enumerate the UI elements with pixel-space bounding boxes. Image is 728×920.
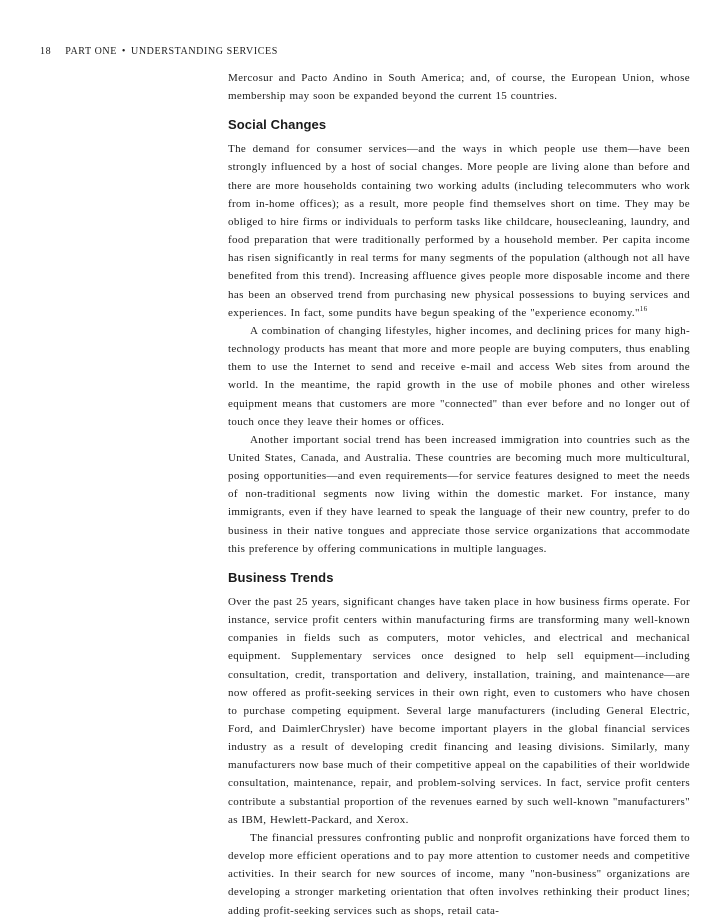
social-changes-paragraph-1-text: The demand for consumer services—and the ways in which people use them—have been strongly influenced by a host of social changes. More people are living alone than before and there are more households containing two working adults (including telecommuters who work from in-home offices); as a result, more people find themselves short on time. They may be obliged to hire firms or individuals to perform tasks like childcare, housecleaning, laundry, and food preparation that were traditionally performed by a household member. Per capita income has risen significantly in real terms for many segments of the population (although not all have benefited from this trend). Increasing affluence gives people more disposable income and there has been an observed trend from purchasing new physical possessions to buying services and experiences. In fact, some pundits have begun speaking of the "experience economy." (228, 143, 690, 319)
intro-paragraph: Mercosur and Pacto Andino in South America; and, of course, the European Union, whose membership may soon be expanded beyond the current 15 countries. (228, 72, 690, 103)
business-trends-paragraph-2: The financial pressures confronting public and nonprofit organizations have forced them to develop more efficient operations and to pay more attention to customer needs and competitive activities. In their search for new sources of income, many "non-business" organizations are developing a stronger marketing orientation that often involves rethinking their product lines; adding profit-seeking services such as shops, retail cata- (228, 831, 690, 917)
social-changes-paragraph-3: Another important social trend has been increased immigration into countries such as the United States, Canada, and Australia. These countries are becoming much more multicultural, posing opportunities—and even requirements—for service features designed to meet the needs of non-traditional segments now living within the domestic market. For instance, many immigrants, even if they have learned to speak the language of their new country, prefer to do business in their native tongues and appreciate those service organizations that accommodate this preference by offering communications in multiple languages. (228, 433, 690, 555)
heading-social-changes: Social Changes (228, 117, 327, 133)
running-head (40, 46, 278, 57)
part-label: PART ONE (65, 46, 117, 57)
separator-bullet: • (121, 46, 127, 57)
section-label: UNDERSTANDING SERVICES (131, 46, 278, 57)
footnote-marker: 16 (639, 304, 648, 313)
page-number: 18 (40, 46, 52, 57)
social-changes-paragraph-1 (228, 140, 690, 322)
text-column (228, 69, 690, 920)
business-trends-paragraph-1: Over the past 25 years, significant changes have taken place in how business firms operate. For instance, service profit centers within manufacturing firms are transforming many well-known companies in fields such as computers, motor vehicles, and electrical and mechanical equipment. Supplementary services once designed to help sell equipment—including consultation, credit, transportation and delivery, installation, training, and maintenance—are now offered as profit-seeking services in their own right, even to customers who have chosen to purchase competing equipment. Several large manufacturers (including General Electric, Ford, and DaimlerChrysler) have become important players in the global financial services industry as a result of developing credit financing and leasing divisions. Similarly, many manufacturers now base much of their competitive appeal on the capabilities of their worldwide consultation, maintenance, repair, and problem-solving services. In fact, service profit centers contribute a substantial proportion of the revenues earned by such well-known "manufacturers" as IBM, Hewlett-Packard, and Xerox. (228, 595, 690, 826)
social-changes-paragraph-2: A combination of changing lifestyles, higher incomes, and declining prices for many high-technology products has meant that more and more people are buying computers, thus enabling them to use the Internet to send and receive e-mail and access Web sites from around the world. In the meantime, the rapid growth in the use of mobile phones and other wireless equipment means that customers are more "connected" than ever before and no longer out of touch once they leave their homes or offices. (228, 324, 690, 428)
heading-business-trends: Business Trends (228, 569, 334, 585)
